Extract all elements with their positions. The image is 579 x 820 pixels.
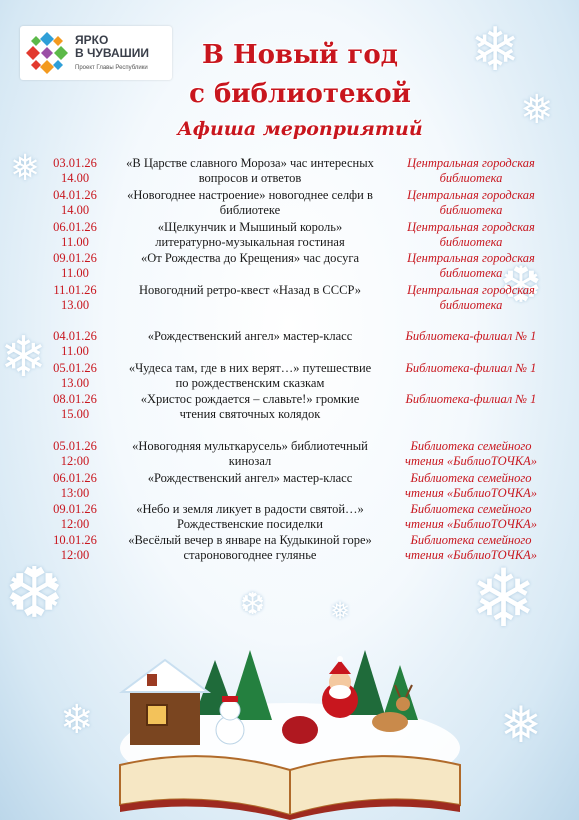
event-location: Центральная городская библиотека xyxy=(407,220,535,249)
event-description: «В Царстве славного Мороза» час интересных вопросов и ответов xyxy=(126,156,374,185)
event-datetime: 06.01.26 13:00 xyxy=(53,471,97,500)
logo-title: ЯРКО В ЧУВАШИИ xyxy=(75,33,149,60)
event-location: Центральная городская библиотека xyxy=(407,283,535,312)
event-description: «Весёлый вечер в январе на Кудыкиной горе» староновогоднее гулянье xyxy=(128,533,372,562)
event-description: «Щелкунчик и Мышиный король» литературно-музыкальная гостиная xyxy=(155,220,345,249)
logo-mark-icon xyxy=(24,30,70,76)
event-location: Центральная городская библиотека xyxy=(407,251,535,280)
event-datetime: 03.01.26 14.00 xyxy=(53,156,97,185)
page-subtitle: Афиша мероприятий xyxy=(177,118,423,140)
deer-icon xyxy=(372,712,408,732)
event-location: Библиотека семейного чтения «БиблиоТОЧКА» xyxy=(404,471,538,500)
event-description: «От Рождества до Крещения» час досуга xyxy=(140,251,359,265)
event-datetime: 05.01.26 13.00 xyxy=(53,361,97,390)
event-datetime: 04.01.26 14.00 xyxy=(53,188,97,217)
event-description: «Чудеса там, где в них верят…» путешествие по рождественским сказкам xyxy=(128,361,372,390)
snowflake-icon: ❅ xyxy=(500,697,542,753)
event-description: «Небо и земля ликует в радости святой…» Рождественские посиделки xyxy=(136,502,364,531)
snowflake-icon: ❆ xyxy=(500,257,542,313)
fir-tree-icon xyxy=(382,665,418,720)
event-location: Центральная городская библиотека xyxy=(407,156,535,185)
house-roof-icon xyxy=(122,660,208,692)
snowflake-icon: ❄ xyxy=(0,327,47,389)
event-datetime: 10.01.26 12:00 xyxy=(53,533,97,562)
snowflake-icon: ❆ xyxy=(240,588,266,621)
event-datetime: 09.01.26 12:00 xyxy=(53,502,97,531)
event-description: «Новогодняя мульткарусель» библиотечный кинозал xyxy=(132,439,368,468)
page-title-line2: с библиотекой xyxy=(189,79,411,109)
event-location: Библиотека семейного чтения «БиблиоТОЧКА» xyxy=(404,439,538,468)
winter-scene-illustration xyxy=(100,630,480,820)
event-location: Библиотека-филиал № 1 xyxy=(405,329,537,343)
event-datetime: 05.01.26 12:00 xyxy=(53,439,97,468)
snowflake-icon: ❄ xyxy=(470,556,538,644)
event-location: Библиотека-филиал № 1 xyxy=(405,392,537,406)
event-location: Библиотека семейного чтения «БиблиоТОЧКА» xyxy=(404,533,538,562)
page-title-line1: В Новый год xyxy=(201,40,398,70)
snowflake-icon: ❄ xyxy=(60,697,94,742)
snowflake-icon: ❅ xyxy=(520,87,554,132)
event-description: «Рождественский ангел» мастер-класс xyxy=(147,471,353,485)
event-datetime: 06.01.26 11.00 xyxy=(53,220,97,249)
event-description: Новогодний ретро-квест «Назад в СССР» xyxy=(139,283,361,297)
gift-bag-icon xyxy=(282,716,318,744)
event-description: «Рождественский ангел» мастер-класс xyxy=(147,329,353,343)
event-description: «Новогоднее настроение» новогоднее селфи в библиотеке xyxy=(127,188,373,217)
event-datetime: 04.01.26 11.00 xyxy=(53,329,97,358)
event-datetime: 09.01.26 11.00 xyxy=(53,251,97,280)
event-location: Центральная городская библиотека xyxy=(407,188,535,217)
event-description: «Христос рождается – славьте!» громкие чтения святочных колядок xyxy=(140,392,360,421)
snowflake-icon: ❅ xyxy=(330,599,351,625)
logo-subtitle: Проект Главы Республики xyxy=(75,65,148,71)
event-location: Библиотека-филиал № 1 xyxy=(405,361,537,375)
snowflake-icon: ❄ xyxy=(470,17,521,83)
event-location: Библиотека семейного чтения «БиблиоТОЧКА» xyxy=(404,502,538,531)
snowflake-icon: ❆ xyxy=(5,556,64,633)
snowflake-icon: ❅ xyxy=(10,148,41,188)
event-datetime: 11.01.26 13.00 xyxy=(53,283,97,312)
event-datetime: 08.01.26 15.00 xyxy=(53,392,97,421)
